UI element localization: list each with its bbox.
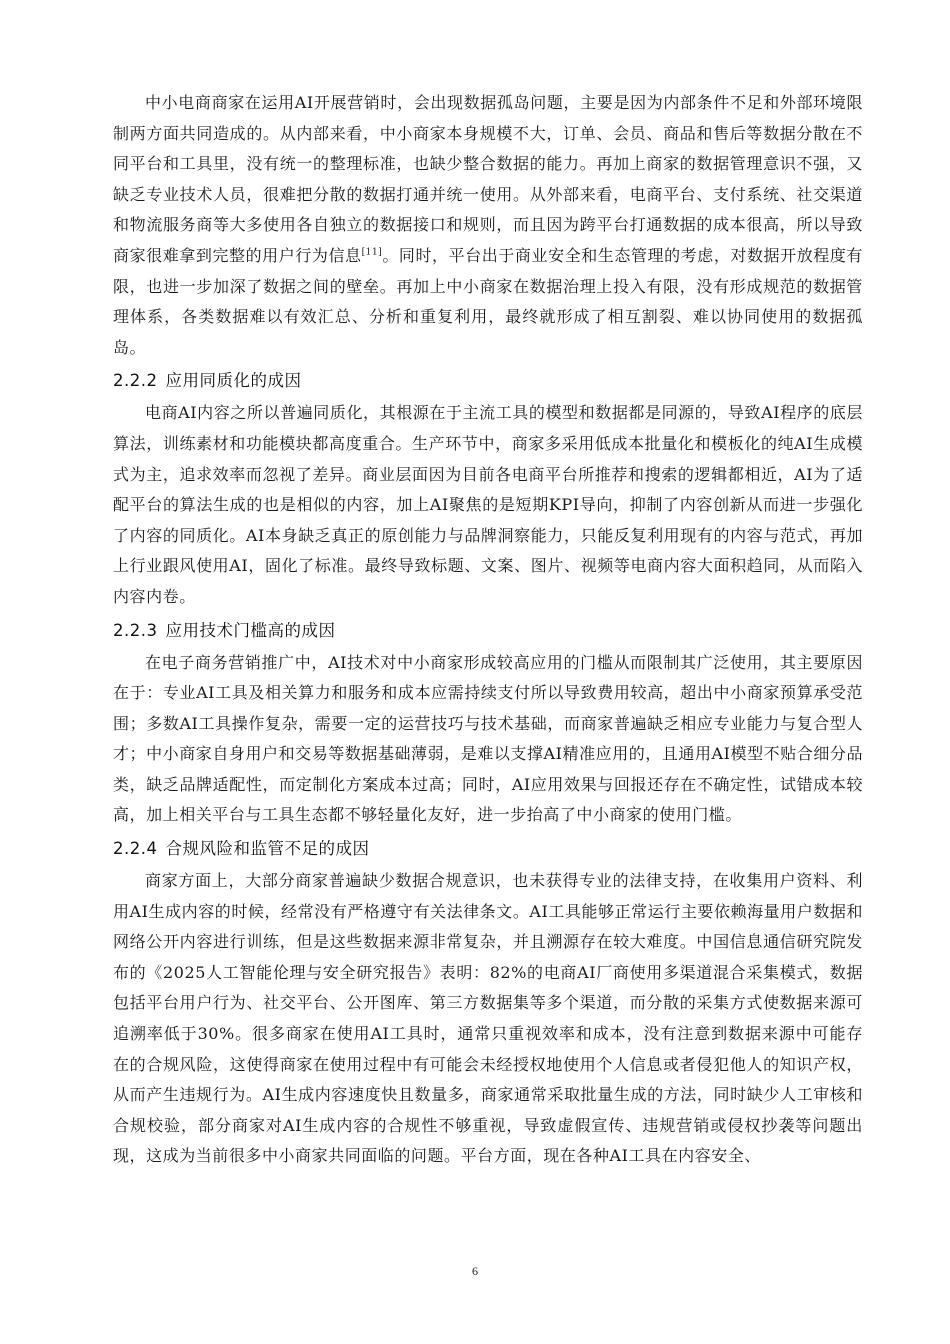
paragraph-data-silo xyxy=(113,88,863,363)
section-title: 应用技术门槛高的成因 xyxy=(165,620,336,640)
document-page xyxy=(113,88,863,1172)
section-number: 2.2.3 xyxy=(113,620,158,640)
paragraph-text-tail: 。同时，平台出于商业安全和生态管理的考虑，对数据开放程度有限，也进一步加深了数据之间的壁垒。再加上中小商家在数据治理上投入有限，没有形成规范的数据管理体系，各类数据难以有效汇总、分析和重复利用，最终就形成了相互割裂、难以协同使用的数据孤岛。 xyxy=(113,245,863,357)
paragraph-text: 中小电商商家在运用AI开展营销时，会出现数据孤岛问题，主要是因为内部条件不足和外部环境限制两方面共同造成的。从内部来看，中小商家本身规模不大，订单、会员、商品和售后等数据分散在不同平台和工具里，没有统一的整理标准，也缺少整合数据的能力。再加上商家的数据管理意识不强，又缺乏专业技术人员，很难把分散的数据打通并统一使用。从外部来看，电商平台、支付系统、社交渠道和物流服务商等大多使用各自独立的数据接口和规则，而且因为跨平台打通数据的成本很高，所以导致商家很难拿到完整的用户行为信息 xyxy=(113,93,863,265)
section-title: 合规风险和监管不足的成因 xyxy=(165,839,370,859)
section-heading-2-2-3 xyxy=(113,617,863,645)
section-heading-2-2-2 xyxy=(113,367,863,395)
paragraph-homogenization: 电商AI内容之所以普遍同质化，其根源在于主流工具的模型和数据都是同源的，导致AI程序的底层算法，训练素材和功能模块都高度重合。生产环节中，商家多采用低成本批量化和模板化的纯AI生成模式为主，追求效率而忽视了差异。商业层面因为目前各电商平台所推荐和搜索的逻辑都相近，AI为了适配平台的算法生成的也是相似的内容，加上AI聚焦的是短期KPI导向，抑制了内容创新从而进一步强化了内容的同质化。AI本身缺乏真正的原创能力与品牌洞察能力，只能反复利用现有的内容与范式，再加上行业跟风使用AI，固化了标准。最终导致标题、文案、图片、视频等电商内容大面积趋同，从而陷入内容内卷。 xyxy=(113,403,863,606)
section-number: 2.2.4 xyxy=(113,839,158,859)
paragraph-technical-threshold: 在电子商务营销推广中，AI技术对中小商家形成较高应用的门槛从而限制其广泛使用，其主要原因在于：专业AI工具及相关算力和服务和成本应需持续支付所以导致费用较高，超出中小商家预算承受范围；多数AI工具操作复杂，需要一定的运营技巧与技术基础，而商家普遍缺乏相应专业能力与复合型人才；中小商家自身用户和交易等数据基础薄弱，是难以支撑AI精准应用的，且通用AI模型不贴合细分品类，缺乏品牌适配性，而定制化方案成本过高；同时，AI应用效果与回报还存在不确定性，试错成本较高，加上相关平台与工具生态都不够轻量化友好，进一步抬高了中小商家的使用门槛。 xyxy=(113,652,863,825)
section-title: 应用同质化的成因 xyxy=(165,371,302,391)
paragraph-compliance-risk: 商家方面上，大部分商家普遍缺少数据合规意识，也未获得专业的法律支持，在收集用户资料、利用AI生成内容的时候，经常没有严格遵守有关法律条文。AI工具能够正常运行主要依赖海量用户数据和网络公开内容进行训练，但是这些数据来源非常复杂，并且溯源存在较大难度。中国信息通信研究院发布的《2025人工智能伦理与安全研究报告》表明：82%的电商AI厂商使用多渠道混合采集模式，数据包括平台用户行为、社交平台、公开图库、第三方数据集等多个渠道，而分散的采集方式使数据来源可追溯率低于30%。很多商家在使用AI工具时，通常只重视效率和成本，没有注意到数据来源中可能存在的合规风险，这使得商家在使用过程中有可能会未经授权地使用个人信息或者侵犯他人的知识产权，从而产生违规行为。AI生成内容速度快且数量多，商家通常采取批量生成的方法，同时缺少人工审核和合规校验，部分商家对AI生成内容的合规性不够重视，导致虚假宣传、违规营销或侵权抄袭等问题出现，这成为当前很多中小商家共同面临的问题。平台方面，现在各种AI工具在内容安全、 xyxy=(113,871,863,1166)
citation-marker[interactable]: [11] xyxy=(361,247,383,258)
page-number: 6 xyxy=(472,1264,478,1278)
section-heading-2-2-4 xyxy=(113,835,863,863)
section-number: 2.2.2 xyxy=(113,371,158,391)
